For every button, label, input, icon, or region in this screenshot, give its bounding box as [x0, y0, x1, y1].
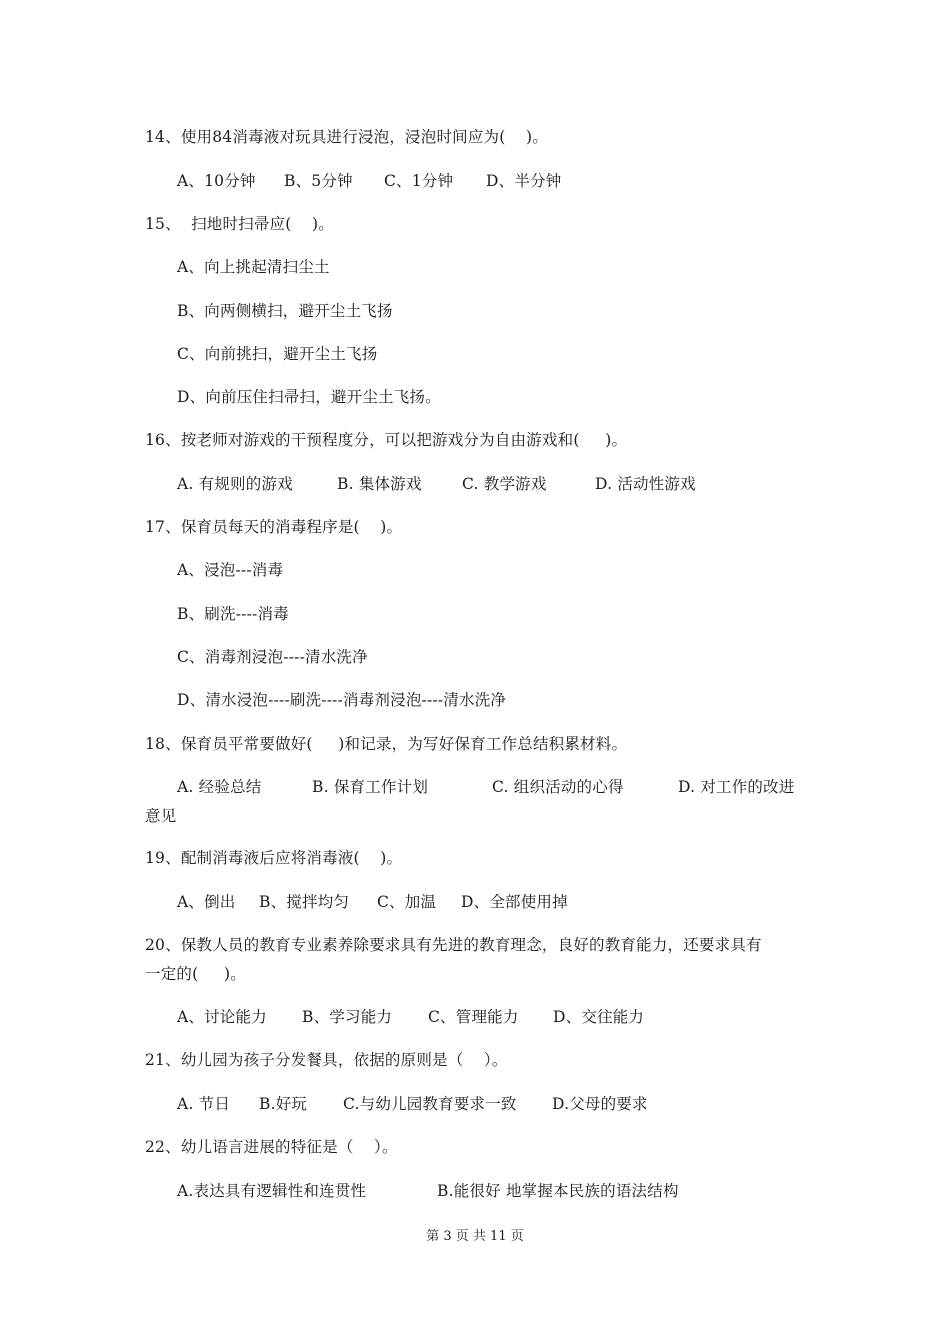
question-16-stem: 16、按老师对游戏的干预程度分，可以把游戏分为自由游戏和( )。	[145, 431, 628, 449]
question-20-stem-line1: 20、保教人员的教育专业素养除要求具有先进的教育理念，良好的教育能力，还要求具有	[145, 936, 762, 954]
option-a: A、讨论能力	[177, 1008, 267, 1026]
option-b: B、学习能力	[302, 1008, 393, 1026]
option-d: D. 活动性游戏	[595, 475, 696, 493]
question-21-stem: 21、幼儿园为孩子分发餐具，依据的原则是（ ）。	[145, 1051, 508, 1069]
option-b: B. 集体游戏	[337, 475, 422, 493]
option-a: A、倒出	[177, 893, 236, 911]
option-a: A.表达具有逻辑性和连贯性	[177, 1182, 367, 1200]
option-a: A. 节日	[177, 1095, 231, 1113]
question-18-option-wrap: 意见	[145, 807, 177, 825]
option-b: B.能很好 地掌握本民族的语法结构	[437, 1182, 679, 1200]
question-14-stem: 14、使用84消毒液对玩具进行浸泡，浸泡时间应为( )。	[145, 128, 548, 146]
option-c: C、加温	[377, 893, 437, 911]
question-15-option-d: D、向前压住扫帚扫，避开尘土飞扬。	[177, 388, 441, 406]
option-b: B.好玩	[259, 1095, 308, 1113]
option-c: C.与幼儿园教育要求一致	[343, 1095, 517, 1113]
option-a: A. 经验总结	[177, 778, 262, 796]
question-17-stem: 17、保育员每天的消毒程序是( )。	[145, 518, 403, 536]
question-17-option-c: C、消毒剂浸泡----清水洗净	[177, 648, 368, 666]
option-a: A. 有规则的游戏	[177, 475, 293, 493]
option-b: B、5分钟	[284, 172, 353, 190]
question-22-stem: 22、幼儿语言进展的特征是（ ）。	[145, 1138, 398, 1156]
option-b: B. 保育工作计划	[312, 778, 429, 796]
option-c: C. 教学游戏	[462, 475, 547, 493]
question-17-option-b: B、刷洗----消毒	[177, 605, 289, 623]
option-c: C、1分钟	[384, 172, 454, 190]
question-19-stem: 19、配制消毒液后应将消毒液( )。	[145, 849, 403, 867]
question-20-stem-line2: 一定的( )。	[145, 965, 246, 983]
option-d: D、半分钟	[486, 172, 562, 190]
page-footer: 第 3 页 共 11 页	[426, 1229, 524, 1244]
question-15-option-b: B、向两侧横扫，避开尘土飞扬	[177, 302, 393, 320]
question-15-option-c: C、向前挑扫，避开尘土飞扬	[177, 345, 378, 363]
question-17-option-d: D、清水浸泡----刷洗----消毒剂浸泡----清水洗净	[177, 691, 507, 709]
option-d: D. 对工作的改进	[678, 778, 795, 796]
option-c: C. 组织活动的心得	[492, 778, 624, 796]
option-d: D、交往能力	[553, 1008, 645, 1026]
option-b: B、搅拌均匀	[259, 893, 350, 911]
question-15-stem: 15、 扫地时扫帚应( )。	[145, 215, 334, 233]
option-d: D、全部使用掉	[461, 893, 568, 911]
question-17-option-a: A、浸泡---消毒	[177, 561, 284, 579]
option-a: A、10分钟	[177, 172, 256, 190]
question-15-option-a: A、向上挑起清扫尘土	[177, 258, 330, 276]
question-18-stem: 18、保育员平常要做好( )和记录，为写好保育工作总结积累材料。	[145, 735, 628, 753]
option-c: C、管理能力	[428, 1008, 519, 1026]
option-d: D.父母的要求	[552, 1095, 648, 1113]
